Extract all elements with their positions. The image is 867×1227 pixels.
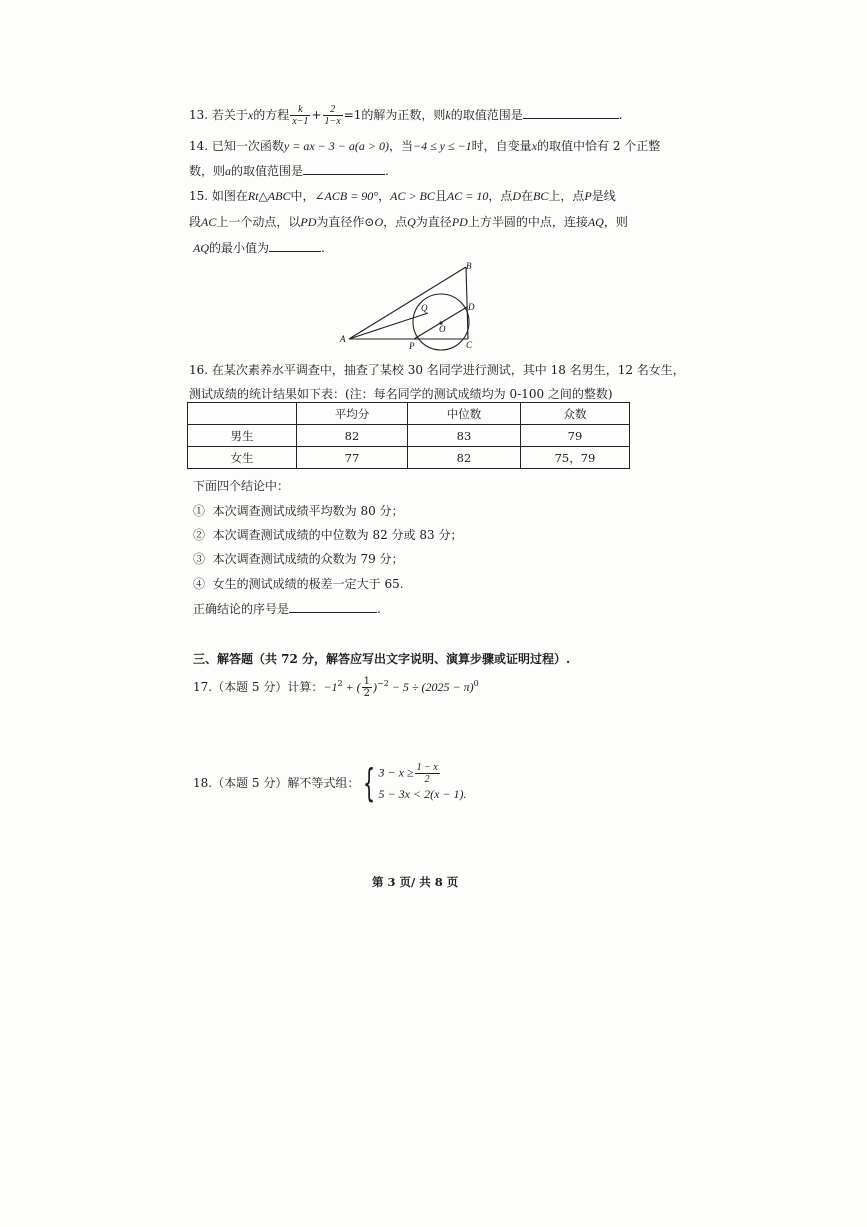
question-16-answer: 正确结论的序号是 .	[193, 602, 381, 616]
section-heading: 三、解答题（共 72 分，解答应写出文字说明、演算步骤或证明过程）.	[193, 652, 571, 666]
segment-ab	[349, 267, 466, 339]
answer-blank-15[interactable]	[269, 239, 321, 252]
table-cell: 82	[297, 425, 408, 447]
table-cell: 83	[408, 425, 521, 447]
label-q: Q	[421, 303, 428, 313]
table-header-cell: 平均分	[297, 403, 408, 425]
conclusion-item: ① 本次调查测试成绩平均数为 80 分；	[193, 504, 404, 518]
question-13: 13. 若关于x的方程 $\frac{k}{x-1}$ + $\frac{2}{1-x}$ =1的解为正数，则k的取值范围是 .	[189, 104, 623, 127]
inequality-system: 3 − x ≥ $\frac{1 - x}{2}$ 5 − 3x < 2(x − 1).	[378, 762, 467, 801]
question-16-line-2: 测试成绩的统计结果如下表：(注：每名同学的测试成绩均为 0-100 之间的整数)	[189, 387, 613, 401]
table-cell: 82	[408, 447, 521, 469]
table-row	[188, 447, 630, 469]
answer-blank-16[interactable]	[289, 600, 377, 613]
question-14-line-1: 14. 已知一次函数y = ax − 3 − a(a > 0)，当−4 ≤ y ≤ −1时，自变量x的取值中恰有 2 个正整	[189, 139, 661, 153]
answer-blank-13[interactable]	[523, 106, 619, 119]
fraction-1-minus-x: $\frac{1 - x}{2}$	[416, 762, 438, 785]
table-header-cell: 中位数	[408, 403, 521, 425]
table-cell: 77	[297, 447, 408, 469]
answer-blank-14[interactable]	[303, 162, 385, 175]
table-cell: 男生	[188, 425, 297, 447]
question-15-line-2: 段AC上一个动点，以PD为直径作⊙O，点Q为直径PD上方半圆的中点，连接AQ，则	[189, 215, 628, 229]
label-o: O	[439, 324, 446, 334]
page-number: 第 3 页/ 共 8 页	[372, 875, 459, 889]
table-cell: 79	[521, 425, 630, 447]
label-p: P	[409, 341, 415, 351]
conclusion-item: ② 本次调查测试成绩的中位数为 82 分或 83 分；	[193, 528, 463, 542]
fraction-k: $\frac{k}{x-1}$	[292, 104, 309, 127]
question-14-line-2: 数，则a的取值范围是 .	[189, 164, 389, 178]
question-17: 17.（本题 5 分）计算：$-1^2$ + ( $\frac{1}{2}$ )$^{-2} - 5 \div (2025 - \pi)^0$	[193, 676, 479, 699]
stats-table	[187, 402, 630, 469]
question-18: 18.（本题 5 分）解不等式组： { 3 − x ≥ $\frac{1 - x}{2}$ 5 − 3x < 2(x − 1).	[193, 760, 467, 805]
question-16-line-1: 16. 在某次素养水平调查中，抽查了某校 30 名同学进行测试，其中 18 名男生，12 名女生，	[189, 363, 685, 377]
fraction-half: $\frac{1}{2}$	[363, 676, 371, 699]
conclusion-item: ④ 女生的测试成绩的极差一定大于 65.	[193, 577, 404, 591]
question-15-line-1: 15. 如图在Rt△ABC中，∠ACB = 90°，AC > BC且AC = 10，点D在BC上，点P是线	[189, 189, 616, 203]
conclusions-intro: 下面四个结论中：	[193, 479, 290, 493]
table-header-row	[188, 403, 630, 425]
label-c: C	[466, 340, 473, 350]
table-header-cell: 众数	[521, 403, 630, 425]
geometry-figure	[335, 260, 485, 352]
table-header-cell	[188, 403, 297, 425]
brace-symbol: {	[363, 760, 376, 805]
table-cell: 75，79	[521, 447, 630, 469]
fraction-2: $\frac{2}{1-x}$	[324, 104, 341, 127]
table-row	[188, 425, 630, 447]
conclusion-item: ③ 本次调查测试成绩的众数为 79 分；	[193, 552, 404, 566]
label-d: D	[468, 302, 475, 312]
question-15-line-3: AQ的最小值为 .	[193, 241, 325, 255]
table-cell: 女生	[188, 447, 297, 469]
label-b: B	[466, 261, 472, 271]
label-a: A	[340, 334, 346, 344]
